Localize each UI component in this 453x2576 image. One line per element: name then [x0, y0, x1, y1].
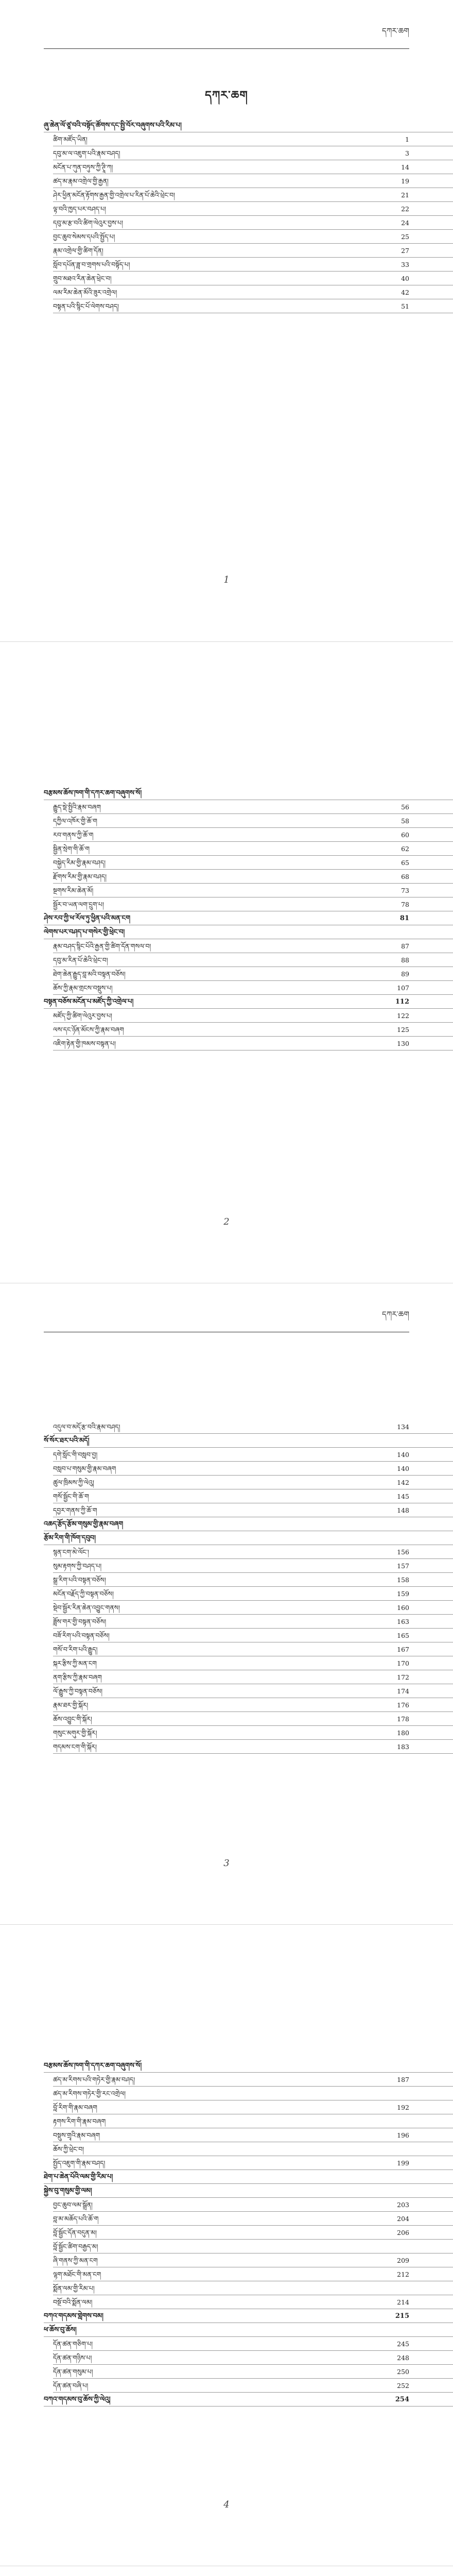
- page-folio-number: 4: [223, 2499, 230, 2510]
- toc-title: དཀར་ཆག: [205, 89, 248, 102]
- toc-entry-title: སོ་སོར་ཐར་པའི་མདོ།: [44, 1437, 90, 1445]
- toc-entry-page-number: 170: [397, 1659, 409, 1667]
- toc-entry-title: རྟགས་རིག་གི་རྣམ་བཞག: [53, 2117, 106, 2125]
- toc-entry-title: སྤྱོད་འཇུག་གི་རྣམ་བཤད།: [53, 2159, 106, 2167]
- toc-entry-title: ཞི་གནས་ཀྱི་མན་ངག: [53, 2257, 98, 2264]
- toc-entry[interactable]: [53, 272, 453, 285]
- toc-entry[interactable]: [44, 995, 453, 1009]
- toc-entry[interactable]: [53, 174, 453, 188]
- toc-entry-list: [0, 1420, 453, 1754]
- toc-entry-page-number: 81: [399, 914, 409, 922]
- toc-entry-page-number: 215: [395, 2312, 409, 2320]
- toc-entry[interactable]: [53, 132, 453, 146]
- toc-entry-title: ལམ་རིམ་ཆེན་མོའི་ཟུར་འགྲེལ།: [53, 289, 117, 296]
- toc-entry-title: སྨོན་ལམ་གྱི་རིམ་པ།: [53, 2284, 95, 2292]
- toc-entry[interactable]: [53, 856, 453, 870]
- toc-entry-page-number: 107: [397, 984, 409, 992]
- toc-entry-title: སྡེབ་སྦྱོར་རིན་ཆེན་འབྱུང་གནས།: [53, 1604, 120, 1612]
- toc-entry[interactable]: [53, 800, 453, 814]
- toc-entry-page-number: 78: [401, 901, 409, 908]
- toc-entry-title: འདུལ་བ་མདོ་རྩ་བའི་རྣམ་བཤད།: [53, 1423, 120, 1431]
- book-page-4: [0, 1924, 453, 2566]
- toc-entry-title: རྣམ་འགྲེལ་གྱི་ཚིག་དོན།: [53, 247, 103, 255]
- toc-entry[interactable]: [53, 1009, 453, 1023]
- toc-entry-page-number: 167: [397, 1646, 409, 1653]
- toc-entry-page-number: 212: [397, 2270, 409, 2278]
- toc-entry-title: བསྟན་བཅོས་མངོན་པ་མཛོད་ཀྱི་འགྲེལ་པ།: [44, 998, 134, 1006]
- toc-entry-page-number: 88: [401, 956, 409, 964]
- toc-entry-title: དབུ་མ་རྩ་བའི་ཚིག་ལེའུར་བྱས་པ།: [53, 219, 123, 227]
- toc-entry-title: རབ་གནས་ཀྱི་ཆོ་ག: [53, 831, 94, 839]
- toc-entry-title: ཚད་མ་རིགས་པའི་གཏེར་གྱི་རྣམ་བཤད།: [53, 2076, 135, 2083]
- toc-entry-page-number: 165: [397, 1632, 409, 1639]
- toc-entry-page-number: 3: [405, 149, 409, 157]
- toc-entry-title: དོན་ཚན་བཞི་པ།: [53, 2382, 89, 2389]
- toc-entry-title: སྐར་རྩིས་ཀྱི་མན་ངག: [53, 1659, 97, 1667]
- toc-entry-title: ལྟ་བའི་ཁྱད་པར་བཤད་པ།: [53, 205, 107, 213]
- toc-entry[interactable]: [53, 2128, 453, 2142]
- toc-entry-title: འཇིག་རྟེན་གྱི་ཁམས་བསྟན་པ།: [53, 1040, 116, 1047]
- toc-entry-title: བཀའ་གདམས་བུ་ཆོས་ཀྱི་ལེའུ།: [44, 2396, 111, 2403]
- toc-entry[interactable]: [53, 814, 453, 828]
- toc-entry-title: བསླབ་པ་གསུམ་གྱི་རྣམ་བཞག: [53, 1465, 116, 1472]
- toc-entry-page-number: 156: [397, 1548, 409, 1556]
- toc-entry-page-number: 24: [401, 219, 409, 227]
- toc-entry-title: སུམ་རྟགས་ཀྱི་བཤད་པ།: [53, 1562, 102, 1570]
- toc-entry-title: བསྡུས་གྲྭའི་རྣམ་བཞག: [53, 2131, 100, 2139]
- toc-entry[interactable]: [53, 884, 453, 897]
- toc-entry-title: རྩོམ་རིག་གི་ཁོག་དབུབ།: [44, 1534, 96, 1542]
- toc-entry-page-number: 158: [397, 1576, 409, 1584]
- toc-entry-title: བྱང་ཆུབ་སེམས་དཔའི་སྤྱོད་པ།: [53, 233, 115, 241]
- book-page-1: [0, 0, 453, 641]
- book-page-2: [0, 641, 453, 1283]
- toc-entry-title: ཞུ་ཆེན་ལོ་ཙཱ་བའི་བསྟོད་ཚོགས་དང་སྤྱི་བོར་བཞུགས་པའི་རིམ་པ།: [44, 122, 182, 129]
- toc-entry-title: སྔགས་རིམ་ཆེན་མོ།: [53, 887, 94, 894]
- toc-entry-title: རྣམ་ཐར་གྱི་སྐོར།: [53, 1701, 89, 1709]
- toc-entry[interactable]: [53, 1448, 453, 1462]
- toc-entry[interactable]: [44, 2170, 453, 2184]
- toc-entry[interactable]: [53, 1629, 453, 1642]
- toc-entry[interactable]: [53, 2226, 453, 2240]
- toc-entry[interactable]: [53, 216, 453, 230]
- toc-entry[interactable]: [53, 285, 453, 299]
- toc-entry-page-number: 254: [395, 2396, 409, 2403]
- toc-entry-list: [0, 118, 453, 313]
- toc-entry-page-number: 192: [397, 2104, 409, 2111]
- toc-entry-title: བློ་སྦྱོང་དོན་བདུན་མ།: [53, 2229, 97, 2236]
- toc-entry[interactable]: [53, 1615, 453, 1629]
- toc-entry-title: ལས་དང་ཉོན་མོངས་ཀྱི་རྣམ་བཞག: [53, 1026, 124, 1033]
- toc-entry-title: སྙན་ངག་མེ་ལོང་།: [53, 1548, 89, 1556]
- toc-entry-title: བྱང་ཆུབ་ལམ་སྒྲོན།: [53, 2201, 93, 2209]
- toc-entry-title: བསྔོ་བའི་སྨོན་ལམ།: [53, 2298, 93, 2306]
- toc-entry-page-number: 163: [397, 1618, 409, 1625]
- toc-entry-page-number: 134: [397, 1423, 409, 1431]
- toc-entry-title: བསྐྱེད་རིམ་གྱི་རྣམ་བཤད།: [53, 859, 106, 867]
- toc-entry[interactable]: [44, 2059, 453, 2073]
- toc-entry-page-number: 140: [397, 1465, 409, 1472]
- toc-entry-title: ལྷག་མཐོང་གི་མན་ངག: [53, 2270, 101, 2278]
- toc-entry-title: གསོ་བ་རིག་པའི་རྒྱུད།: [53, 1646, 98, 1653]
- toc-entry-page-number: 245: [397, 2340, 409, 2348]
- toc-entry[interactable]: [53, 1420, 453, 1434]
- toc-entry-title: ཐེག་པ་ཆེན་པོའི་ལམ་གྱི་རིམ་པ།: [44, 2173, 113, 2181]
- toc-entry-page-number: 199: [397, 2159, 409, 2167]
- page-folio-number: 2: [223, 1216, 230, 1227]
- toc-entry-title: ནག་རྩིས་ཀྱི་རྣམ་བཞག: [53, 1673, 102, 1681]
- toc-entry[interactable]: [53, 1559, 453, 1573]
- toc-entry[interactable]: [53, 230, 453, 244]
- toc-entry-title: ཆོས་ཀྱི་ཕྲེང་བ།: [53, 2145, 84, 2153]
- toc-entry-title: ཆོས་ཀྱི་རྣམ་གྲངས་བསྡུས་པ།: [53, 984, 113, 992]
- toc-entry-title: དབྱར་གནས་ཀྱི་ཆོ་ག: [53, 1506, 97, 1514]
- toc-entry[interactable]: [53, 2198, 453, 2212]
- toc-entry-list: [0, 2059, 453, 2406]
- toc-entry-page-number: 157: [397, 1562, 409, 1570]
- toc-entry[interactable]: [53, 1573, 453, 1587]
- toc-entry[interactable]: [53, 1476, 453, 1489]
- toc-entry-title: རྫོགས་རིམ་གྱི་རྣམ་བཤད།: [53, 873, 107, 880]
- toc-entry[interactable]: [53, 1023, 453, 1037]
- toc-entry-title: ཤེས་རབ་ཀྱི་ཕ་རོལ་ཏུ་ཕྱིན་པའི་མན་ངག: [44, 914, 131, 922]
- toc-entry[interactable]: [44, 118, 453, 132]
- toc-entry-page-number: 40: [401, 275, 409, 282]
- toc-entry[interactable]: [53, 2212, 453, 2226]
- toc-entry-title: སྒྲ་རིག་པའི་བསྟན་བཅོས།: [53, 1576, 106, 1584]
- toc-entry[interactable]: [53, 258, 453, 272]
- toc-entry-title: བློ་རིག་གི་རྣམ་བཞག: [53, 2104, 97, 2111]
- toc-entry[interactable]: [53, 1587, 453, 1601]
- toc-entry-page-number: 60: [401, 831, 409, 839]
- toc-entry-page-number: 145: [397, 1493, 409, 1500]
- toc-entry-page-number: 196: [397, 2131, 409, 2139]
- toc-entry-page-number: 56: [401, 803, 409, 811]
- toc-entry[interactable]: [53, 202, 453, 216]
- toc-entry-page-number: 14: [401, 163, 409, 171]
- toc-entry[interactable]: [44, 1434, 453, 1448]
- toc-entry-title: དབུ་མ་རིན་པོ་ཆེའི་ཕྲེང་བ།: [53, 956, 108, 964]
- running-header-label: དཀར་ཆག: [382, 26, 409, 36]
- toc-entry-title: གསོ་སྦྱོང་གི་ཆོ་ག: [53, 1493, 89, 1500]
- toc-entry-page-number: 42: [401, 289, 409, 296]
- toc-entry-page-number: 203: [397, 2201, 409, 2209]
- toc-entry-title: མངོན་བརྗོད་ཀྱི་བསྟན་བཅོས།: [53, 1590, 114, 1598]
- toc-entry[interactable]: [44, 786, 453, 800]
- toc-entry[interactable]: [53, 160, 453, 174]
- toc-entry-title: བརྩམས་ཆོས་ཁག་གི་དཀར་ཆག་བཞུགས་སོ།: [44, 2062, 142, 2070]
- toc-entry-page-number: 180: [397, 1729, 409, 1737]
- toc-entry-page-number: 183: [397, 1743, 409, 1751]
- toc-entry[interactable]: [53, 244, 453, 258]
- toc-entry-page-number: 125: [397, 1026, 409, 1033]
- toc-entry-title: དོན་ཚན་གསུམ་པ།: [53, 2368, 93, 2376]
- toc-entry-title: རྣམ་བཤད་སྙིང་པོའི་རྒྱན་གྱི་ཚིག་དོན་གསལ་བ།: [53, 942, 151, 950]
- toc-entry-page-number: 206: [397, 2229, 409, 2236]
- toc-entry[interactable]: [53, 299, 453, 313]
- toc-entry-page-number: 204: [397, 2215, 409, 2223]
- toc-entry-title: བཀའ་གདམས་གླེགས་བམ།: [44, 2312, 103, 2320]
- toc-entry[interactable]: [44, 2393, 453, 2406]
- toc-entry-page-number: 89: [401, 970, 409, 978]
- toc-entry[interactable]: [44, 2184, 453, 2198]
- toc-entry[interactable]: [53, 828, 453, 842]
- toc-entry[interactable]: [53, 2114, 453, 2128]
- toc-entry-title: གྲུབ་མཐའ་རིན་ཆེན་ཕྲེང་བ།: [53, 275, 112, 282]
- toc-entry[interactable]: [44, 2309, 453, 2323]
- toc-entry-title: ཐེག་ཆེན་རྒྱུད་བླ་མའི་བསྟན་བཅོས།: [53, 970, 126, 978]
- toc-entry[interactable]: [53, 2267, 453, 2281]
- page-folio-number: 3: [223, 1858, 230, 1869]
- toc-entry[interactable]: [53, 2156, 453, 2170]
- toc-entry[interactable]: [53, 2253, 453, 2267]
- toc-entry-title: དབུ་མ་ལ་འཇུག་པའི་རྣམ་བཤད།: [53, 149, 120, 157]
- toc-entry[interactable]: [53, 2365, 453, 2379]
- toc-entry-title: མངོན་པ་ཀུན་བཏུས་ཀྱི་ཊཱི་ཀ།: [53, 163, 113, 171]
- toc-entry-page-number: 187: [397, 2076, 409, 2083]
- toc-entry-title: སྦྱིན་སྲེག་གི་ཆོ་ག: [53, 845, 90, 853]
- toc-entry[interactable]: [53, 1037, 453, 1050]
- toc-entry-title: དགེ་སློང་གི་བསླབ་བྱ།: [53, 1451, 98, 1459]
- toc-entry[interactable]: [53, 1698, 453, 1712]
- toc-entry[interactable]: [53, 2351, 453, 2365]
- toc-entry-page-number: 209: [397, 2257, 409, 2264]
- toc-entry-page-number: 19: [401, 177, 409, 185]
- toc-entry[interactable]: [53, 1503, 453, 1517]
- toc-entry[interactable]: [53, 842, 453, 856]
- toc-entry-page-number: 142: [397, 1479, 409, 1486]
- toc-entry[interactable]: [53, 953, 453, 967]
- toc-entry[interactable]: [53, 2295, 453, 2309]
- toc-entry-page-number: 122: [397, 1012, 409, 1020]
- toc-entry[interactable]: [53, 1712, 453, 1726]
- toc-entry-title: ཚུལ་ཁྲིམས་ཀྱི་ལེའུ།: [53, 1479, 94, 1486]
- page-folio-number: 1: [223, 574, 230, 585]
- toc-entry-title: སྐྱེས་བུ་གསུམ་གྱི་ལམ།: [44, 2187, 92, 2195]
- toc-entry[interactable]: [53, 2379, 453, 2393]
- toc-entry[interactable]: [44, 1517, 453, 1531]
- toc-entry-title: གསུང་མགུར་གྱི་སྐོར།: [53, 1729, 97, 1737]
- toc-entry-page-number: 51: [401, 302, 409, 310]
- toc-entry-page-number: 62: [401, 845, 409, 853]
- toc-entry[interactable]: [53, 1601, 453, 1615]
- toc-entry[interactable]: [53, 1462, 453, 1476]
- toc-entry-title: བཟོ་རིག་པའི་བསྟན་བཅོས།: [53, 1632, 110, 1639]
- toc-entry[interactable]: [53, 2073, 453, 2087]
- toc-entry[interactable]: [53, 2240, 453, 2253]
- toc-entry-title: སྦྱོར་བ་ཡན་ལག་དྲུག་པ།: [53, 901, 104, 908]
- toc-entry[interactable]: [53, 1670, 453, 1684]
- toc-entry-title: ཤེར་ཕྱིན་མངོན་རྟོགས་རྒྱན་གྱི་འགྲེལ་པ་རིན་པོ་ཆེའི་ཕྲེང་བ།: [53, 191, 175, 199]
- running-header: [44, 26, 409, 49]
- toc-entry[interactable]: [44, 911, 453, 925]
- toc-entry[interactable]: [44, 925, 453, 939]
- toc-entry-page-number: 58: [401, 817, 409, 825]
- running-header-label: དཀར་ཆག: [382, 1310, 409, 1319]
- toc-entry[interactable]: [53, 2281, 453, 2295]
- toc-entry-page-number: 160: [397, 1604, 409, 1612]
- toc-entry[interactable]: [53, 188, 453, 202]
- toc-entry[interactable]: [53, 146, 453, 160]
- toc-entry-title: བླ་མ་མཆོད་པའི་ཆོ་ག: [53, 2215, 99, 2223]
- toc-entry-page-number: 22: [401, 205, 409, 213]
- toc-entry[interactable]: [53, 1642, 453, 1656]
- toc-entry-page-number: 73: [401, 887, 409, 894]
- toc-entry-title: ཚད་མ་རྣམ་འགྲེལ་གྱི་རྒྱན།: [53, 177, 109, 185]
- toc-entry-page-number: 25: [401, 233, 409, 241]
- toc-entry[interactable]: [53, 1726, 453, 1740]
- toc-entry-title: ལོ་རྒྱུས་ཀྱི་བསྟན་བཅོས།: [53, 1687, 103, 1695]
- toc-entry[interactable]: [53, 967, 453, 981]
- toc-entry[interactable]: [53, 981, 453, 995]
- running-header: [44, 1310, 409, 1332]
- toc-entry-title: འཆད་རྩོད་རྩོམ་གསུམ་གྱི་རྣམ་བཞག: [44, 1520, 124, 1528]
- toc-entry-page-number: 27: [401, 247, 409, 255]
- toc-entry[interactable]: [53, 1684, 453, 1698]
- toc-entry[interactable]: [53, 870, 453, 884]
- toc-entry[interactable]: [53, 1489, 453, 1503]
- toc-entry-title: དཀྱིལ་འཁོར་གྱི་ཆོ་ག: [53, 817, 97, 825]
- toc-entry-list: [0, 786, 453, 1050]
- toc-entry[interactable]: [53, 2087, 453, 2100]
- toc-entry[interactable]: [44, 2323, 453, 2337]
- toc-entry-title: དོན་ཚན་གཅིག་པ།: [53, 2340, 93, 2348]
- toc-entry-page-number: 172: [397, 1673, 409, 1681]
- toc-entry-page-number: 252: [397, 2382, 409, 2389]
- toc-entry-page-number: 33: [401, 261, 409, 268]
- toc-entry[interactable]: [53, 1656, 453, 1670]
- toc-entry[interactable]: [53, 939, 453, 953]
- toc-entry[interactable]: [53, 1740, 453, 1754]
- toc-entry-page-number: 159: [397, 1590, 409, 1598]
- toc-entry[interactable]: [53, 2142, 453, 2156]
- toc-entry[interactable]: [53, 2337, 453, 2351]
- toc-entry-title: བསྟན་པའི་སྙིང་པོ་ལེགས་བཤད།: [53, 302, 119, 310]
- toc-entry-title: གདམས་ངག་གི་སྐོར།: [53, 1743, 97, 1751]
- toc-entry-title: སློབ་དཔོན་ཟླ་བ་གྲགས་པའི་བསྟོད་པ།: [53, 261, 130, 268]
- toc-entry-title: ལེགས་པར་བཤད་པ་གསེར་གྱི་ཕྲེང་བ།: [44, 928, 125, 936]
- toc-entry[interactable]: [53, 1545, 453, 1559]
- toc-entry-title: ཟློས་གར་གྱི་བསྟན་བཅོས།: [53, 1618, 107, 1625]
- toc-entry-title: ཚད་མ་རིགས་གཏེར་གྱི་རང་འགྲེལ།: [53, 2090, 126, 2097]
- toc-entry-title: ཕ་ཆོས་བུ་ཆོས།: [44, 2326, 77, 2334]
- toc-entry-title: བརྩམས་ཆོས་ཁག་གི་དཀར་ཆག་བཞུགས་སོ།: [44, 789, 142, 797]
- book-page-3: [0, 1283, 453, 1924]
- toc-entry-title: མཛོད་ཀྱི་ཚིག་ལེའུར་བྱས་པ།: [53, 1012, 112, 1020]
- toc-entry-page-number: 1: [405, 135, 409, 143]
- toc-entry-page-number: 176: [397, 1701, 409, 1709]
- toc-entry-page-number: 21: [401, 191, 409, 199]
- toc-entry-title: ཚིག་མཛོད་ཡིན།: [53, 135, 88, 143]
- toc-entry[interactable]: [53, 2100, 453, 2114]
- toc-entry-title: བློ་སྦྱོང་ཚིག་བརྒྱད་མ།: [53, 2243, 98, 2250]
- toc-entry-title: ཆོས་འབྱུང་གི་སྐོར།: [53, 1715, 92, 1723]
- toc-entry-title: རྒྱུད་སྡེ་སྤྱིའི་རྣམ་བཞག: [53, 803, 101, 811]
- toc-entry-page-number: 178: [397, 1715, 409, 1723]
- toc-entry-page-number: 248: [397, 2354, 409, 2362]
- toc-entry-page-number: 87: [401, 942, 409, 950]
- toc-entry-page-number: 65: [401, 859, 409, 867]
- book-page-5: [0, 2566, 453, 2576]
- toc-entry-title: དོན་ཚན་གཉིས་པ།: [53, 2354, 92, 2362]
- toc-entry-page-number: 112: [395, 998, 409, 1006]
- toc-entry-page-number: 174: [397, 1687, 409, 1695]
- toc-entry-page-number: 214: [397, 2298, 409, 2306]
- toc-entry-page-number: 250: [397, 2368, 409, 2376]
- toc-entry[interactable]: [44, 1531, 453, 1545]
- toc-entry[interactable]: [53, 897, 453, 911]
- toc-entry-page-number: 140: [397, 1451, 409, 1459]
- toc-entry-page-number: 130: [397, 1040, 409, 1047]
- toc-entry-page-number: 68: [401, 873, 409, 880]
- toc-entry-page-number: 148: [397, 1506, 409, 1514]
